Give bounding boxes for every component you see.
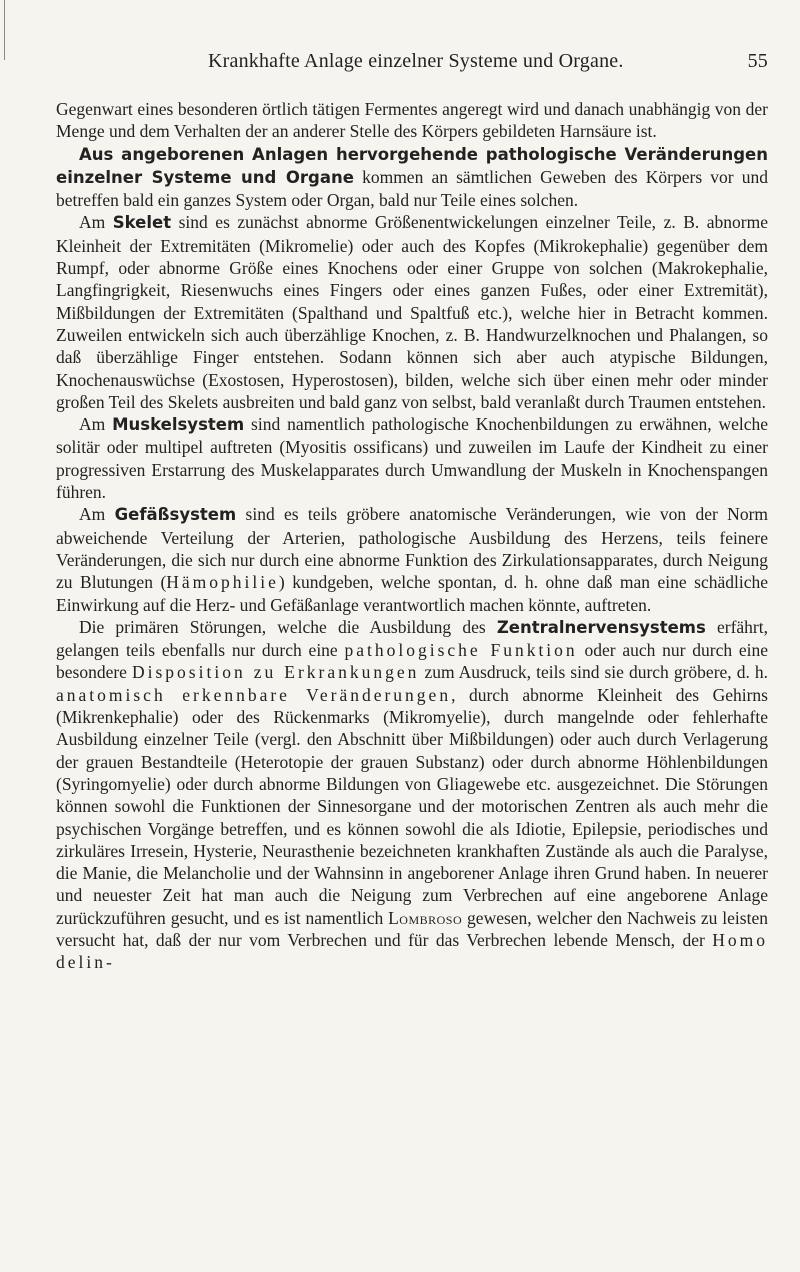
- paragraph: [56, 616, 768, 974]
- running-title: Krankhafte Anlage einzelner Systeme und Organe.: [208, 50, 624, 72]
- paragraph-text: sind es teils gröbere anatomische Veränderungen, wie von der Norm abweichende Verteilung der Arterien, pathologische Ausbildung des Herzens, teils feinere Veränderungen, die sich nur durch eine abnorme Funktion des Zirkulationsapparates, durch Neigung zu Blutungen (: [56, 504, 769, 593]
- bold-term: Gefäßsystem: [114, 505, 237, 525]
- spaced-emphasis: Homo delin-: [56, 929, 768, 973]
- paragraph-text: Am: [79, 414, 113, 435]
- bold-term: Aus angeborenen Anlagen hervorgehende pathologische Veränderungen einzelner Systeme und Organe: [56, 144, 768, 187]
- paragraph-text: erfährt, gelangen teils ebenfalls nur durch eine: [56, 616, 768, 661]
- paragraph: [56, 98, 768, 143]
- spaced-emphasis: pathologische Funktion: [344, 640, 578, 661]
- page-edge-line: [4, 0, 5, 60]
- paragraph: [56, 503, 768, 615]
- small-caps-name: Lombroso: [388, 907, 463, 928]
- bold-term: Zentralnervensystems: [496, 617, 706, 637]
- paragraph-text: sind es zunächst abnorme Größenentwickelungen einzelner Teile, z. B. abnorme Kleinheit der Extremitäten (Mikromelie) oder auch des Kopfes (Mikrokephalie) gegenüber dem Rumpf, oder abnorme Größe eines Knochens oder einer Gruppe von solchen (Makrokephalie, Langfingrigkeit, Riesenwuchs eines Fingers oder eines ganzen Fußes, oder einer Extremität), Mißbildungen der Extremitäten (Spalthand und Spaltfuß etc.), welche hier in Betracht kommen. Zuweilen entwickeln sich auch überzählige Knochen, z. B. Handwurzelknochen und Phalangen, so daß überzählige Finger entstehen. Sodann können sich aber auch atypische Bildungen, Knochenauswüchse (Exostosen, Hyperostosen), bilden, welche sich über einen mehr oder minder großen Teil des Skelets ausbreiten und bald ganz von selbst, bald veranlaßt durch Traumen entstehen.: [56, 212, 769, 412]
- paragraph-text: kommen an sämtlichen Geweben des Körpers vor und betreffen bald ein ganzes System oder Organ, bald nur Teile eines solchen.: [56, 166, 768, 211]
- paragraph-text: sind namentlich pathologische Knochenbildungen zu erwähnen, welche solitär oder multipel auftreten (Myositis ossificans) und zuweilen im Laufe der Kindheit zu einer progressiven Erstarrung des Muskelapparates durch Umwandlung der Muskeln in Knochenspangen führen.: [56, 414, 769, 503]
- page-number: 55: [747, 50, 768, 72]
- paragraph-text: Die primären Störungen, welche die Ausbildung des: [79, 616, 497, 637]
- spaced-emphasis: anatomisch erkennbare Veränderungen: [56, 684, 452, 705]
- paragraph: [56, 211, 768, 413]
- paragraph: [56, 143, 768, 212]
- spaced-emphasis: Disposition zu Erkrankungen: [131, 662, 420, 683]
- paragraph-text: Am: [79, 212, 113, 233]
- paragraph: [56, 413, 768, 503]
- bold-term: Skelet: [112, 213, 172, 233]
- paragraph-text: ) kundgeben, welche spontan, d. h. ohne daß man eine schädliche Einwirkung auf die Herz- und Gefäßanlage verantwortlich machen könnte, auftreten.: [56, 572, 768, 615]
- paragraph-text: oder auch nur durch eine besondere: [56, 640, 769, 683]
- bold-term: Muskelsystem: [112, 415, 245, 435]
- paragraph-text: zum Ausdruck, teils sind sie durch gröbere, d. h.: [419, 662, 768, 683]
- paragraph-text: Gegenwart eines besonderen örtlich tätigen Fermentes angeregt wird und danach unabhängig von der Menge und dem Verhalten der an anderer Stelle des Körpers gebildeten Harnsäure ist.: [56, 99, 768, 142]
- body-text: [56, 98, 768, 974]
- paragraph-text: , durch abnorme Kleinheit des Gehirns (Mikrenkephalie) oder des Rückenmarks (Mikromyelie), durch mangelnde oder fehlerhafte Ausbildung einzelner Teile (vergl. den Abschnitt über Mißbildungen) oder auch durch Verlagerung der grauen Bestandteile (Heterotopie der grauen Substanz) oder durch abnorme Höhlenbildungen (Syringomyelie) oder durch abnorme Bildungen von Gliagewebe etc. ausgezeichnet. Die Störungen können sowohl die Funktionen der Sinnesorgane und der motorischen Zentren als auch mehr die psychischen Vorgänge betreffen, und es können sowohl die als Idiotie, Epilepsie, periodisches und zirkuläres Irresein, Hysterie, Neurasthenie bezeichneten krankhaften Zustände als auch die Paralyse, die Manie, die Melancholie und der Wahnsinn in angeborener Anlage ihren Grund haben. In neuerer und neuester Zeit hat man auch die Neigung zum Verbrechen auf eine angeborene Anlage zurückzuführen gesucht, und es ist namentlich: [56, 684, 768, 928]
- spaced-emphasis: Hämophilie: [166, 572, 279, 593]
- paragraph-text: Am: [79, 504, 115, 525]
- paragraph-text: gewesen, welcher den Nachweis zu leisten versucht hat, daß der nur vom Verbrechen und für das Verbrechen lebende Mensch, der: [56, 907, 768, 950]
